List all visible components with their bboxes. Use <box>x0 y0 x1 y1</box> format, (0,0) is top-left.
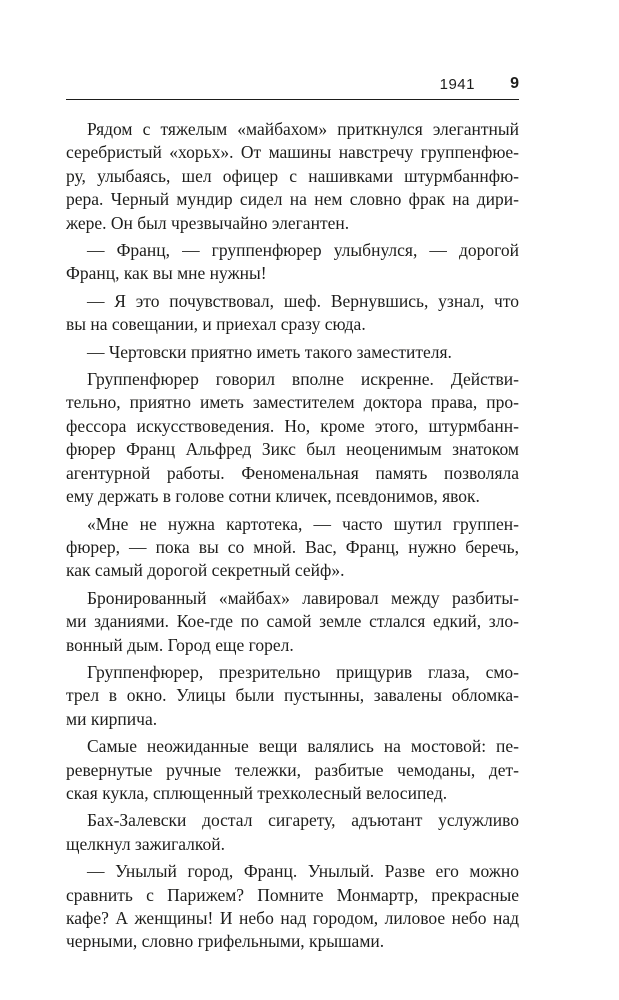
page-header <box>66 70 519 100</box>
text-line: черными, словно грифельными, крышами. <box>66 931 385 952</box>
text-line: — Франц, — группенфюрер улыбнулся, — дорогой <box>87 240 519 261</box>
text-line: рера. Черный мундир сидел на нем словно фрак на дири- <box>66 189 519 210</box>
text-line: сравнить с Парижем? Помните Монмартр, прекрасные <box>66 884 519 905</box>
paragraph <box>66 809 519 856</box>
paragraph <box>66 368 519 508</box>
paragraph <box>66 239 519 286</box>
text-line: фюрер Франц Альфред Зикс был неоценимым знатоком <box>66 439 519 460</box>
paragraph <box>66 587 519 657</box>
text-line: ми кирпича. <box>66 708 158 729</box>
text-line: Бах-Залевски достал сигарету, адъютант услужливо <box>87 810 519 831</box>
text-line: фюрер, — пока вы со мной. Вас, Франц, нужно беречь, <box>66 536 519 557</box>
text-line: агентурной работы. Феноменальная память позволяла <box>66 462 519 483</box>
paragraph <box>66 341 519 364</box>
paragraph <box>66 860 519 954</box>
text-line: — Я это почувствовал, шеф. Вернувшись, узнал, что <box>87 290 519 311</box>
text-line: ему держать в голове сотни кличек, псевдонимов, явок. <box>66 486 480 507</box>
header-rule <box>66 99 519 100</box>
text-line: Самые неожиданные вещи валялись на мостовой: пе- <box>87 736 519 757</box>
text-line: Группенфюрер, презрительно прищурив глаза, смо- <box>87 661 519 682</box>
text-line: серебристый «хорьх». От машины навстречу группенфюе- <box>66 142 519 163</box>
running-title: 1941 <box>439 76 475 93</box>
paragraph <box>66 513 519 583</box>
text-line: «Мне не нужна картотека, — часто шутил группен- <box>87 513 519 534</box>
text-line: вонный дым. Город еще горел. <box>66 634 294 655</box>
text-line: Группенфюрер говорил вполне искренне. Действи- <box>87 369 519 390</box>
text-line: Франц, как вы мне нужны! <box>66 263 267 284</box>
paragraph <box>66 118 519 235</box>
text-line: кафе? А женщины! И небо над городом, лиловое небо над <box>66 908 519 928</box>
body-text <box>66 118 519 958</box>
text-line: ская кукла, сплющенный трехколесный велосипед. <box>66 782 448 803</box>
page-number: 9 <box>510 75 519 92</box>
text-line: фессора искусствоведения. Но, кроме этого, штурмбанн- <box>66 415 519 436</box>
text-line: ру, улыбаясь, шел офицер с нашивками штурмбаннфю- <box>66 165 519 186</box>
paragraph <box>66 735 519 805</box>
paragraph <box>66 290 519 337</box>
paragraph <box>66 661 519 731</box>
text-line: тельно, приятно иметь заместителем доктора права, про- <box>66 392 519 413</box>
text-line: вы на совещании, и приехал сразу сюда. <box>66 314 366 335</box>
text-line: Рядом с тяжелым «майбахом» приткнулся элегантный <box>87 119 519 139</box>
text-line: трел в окно. Улицы были пустынны, завалены обломка- <box>66 685 519 706</box>
text-line: ревернутые ручные тележки, разбитые чемоданы, дет- <box>66 759 519 780</box>
text-line: жере. Он был чрезвычайно элегантен. <box>66 212 350 233</box>
text-line: щелкнул зажигалкой. <box>66 833 226 854</box>
text-line: Бронированный «майбах» лавировал между разбиты- <box>87 587 519 608</box>
text-line: — Унылый город, Франц. Унылый. Разве его можно <box>87 861 519 882</box>
text-line: как самый дорогой секретный сейф». <box>66 560 345 581</box>
text-line: ми зданиями. Кое-где по самой земле стлался едкий, зло- <box>66 611 519 632</box>
text-line: — Чертовски приятно иметь такого заместителя. <box>87 341 452 362</box>
